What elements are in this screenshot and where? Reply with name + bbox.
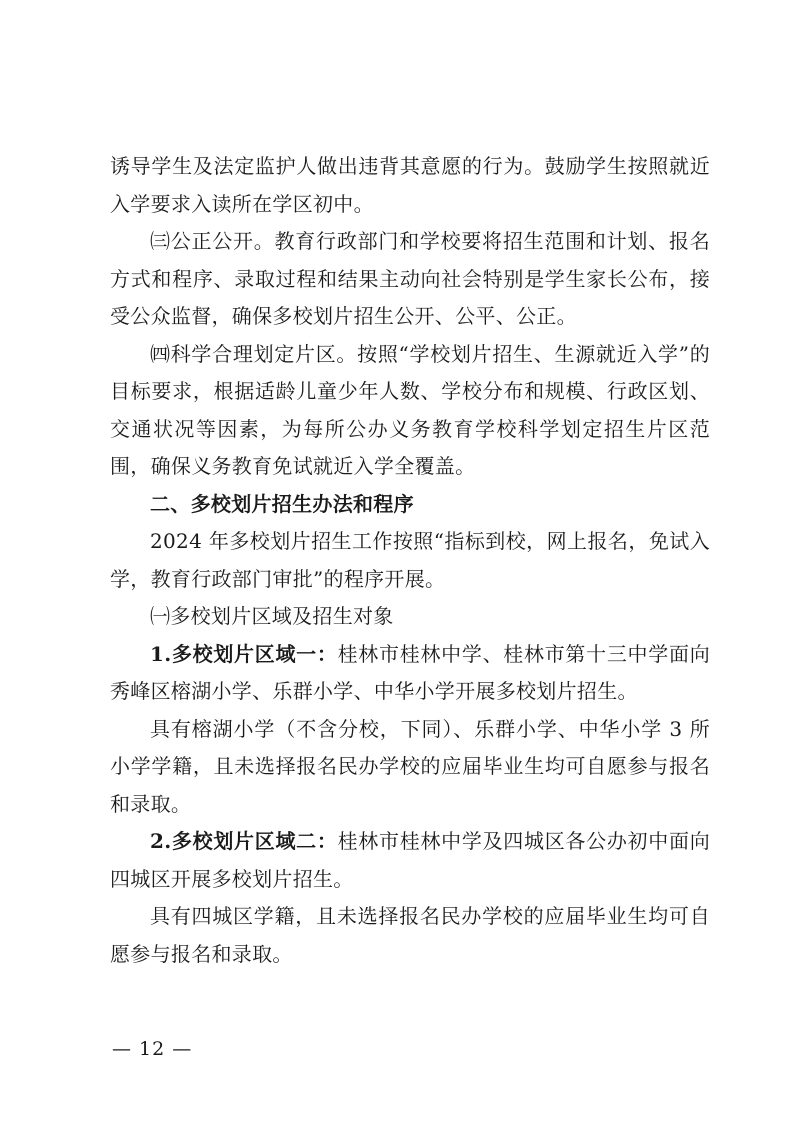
subheading-areas: ㈠多校划片区域及招生对象 [150, 604, 394, 628]
paragraph-area-1 [110, 636, 710, 711]
page-number: — 12 — [112, 1038, 193, 1060]
document-body [110, 148, 710, 973]
paragraph-area-2 [110, 823, 710, 898]
paragraph-fairness: ㈢公正公开。教育行政部门和学校要将招生范围和计划、报名方式和程序、录取过程和结果主动向社会特别是学生家长公布，接受公众监督，确保多校划片招生公开、公平、公正。 [110, 229, 710, 328]
paragraph-procedure: 2024 年多校划片招生工作按照“指标到校，网上报名，免试入学，教育行政部门审批”的程序开展。 [110, 529, 710, 591]
paragraph-area-2-eligibility: 具有四城区学籍，且未选择报名民办学校的应届毕业生均可自愿参与报名和录取。 [110, 904, 710, 966]
area-2-text: 桂林市桂林中学及四城区各公办初中面向四城区开展多校划片招生。 [110, 829, 710, 891]
paragraph-1: 诱导学生及法定监护人做出违背其意愿的行为。鼓励学生按照就近入学要求入读所在学区初中。 [110, 154, 710, 216]
section-heading-2: 二、多校划片招生办法和程序 [150, 491, 414, 516]
area-1-lead: 1.多校划片区域一： [150, 641, 338, 666]
paragraph-zoning: ㈣科学合理划定片区。按照“学校划片招生、生源就近入学”的目标要求，根据适龄儿童少年人数、学校分布和规模、行政区划、交通状况等因素，为每所公办义务教育学校科学划定招生片区范围，确保义务教育免试就近入学全覆盖。 [110, 341, 710, 478]
paragraph-area-1-eligibility: 具有榕湖小学（不含分校，下同）、乐群小学、中华小学 3 所小学学籍，且未选择报名民办学校的应届毕业生均可自愿参与报名和录取。 [110, 716, 710, 816]
area-1-text: 桂林市桂林中学、桂林市第十三中学面向秀峰区榕湖小学、乐群小学、中华小学开展多校划片招生。 [110, 641, 710, 703]
area-2-lead: 2.多校划片区域二： [150, 829, 338, 853]
